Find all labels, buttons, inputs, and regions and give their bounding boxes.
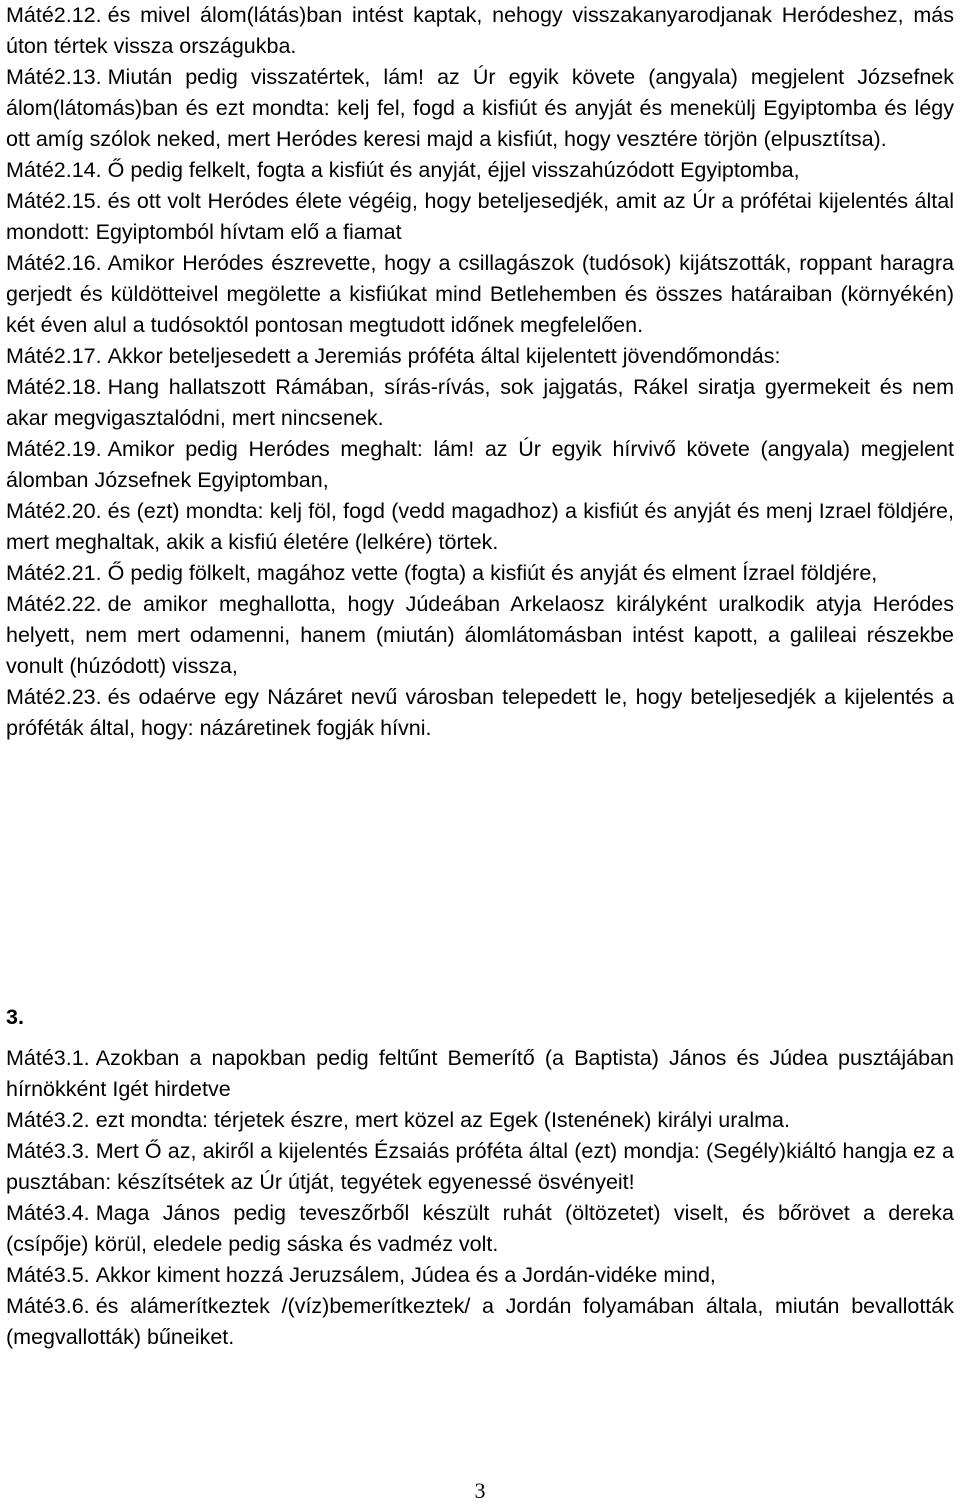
verse-text: Amikor Heródes észrevette, hogy a csillagászok (tudósok) kijátszották, roppant haragra gerjedt és küldötteivel megölette a kisfiúkat mind Betlehemben és összes határaiban (környékén) két éven alul a tudósoktól pontosan megtudott időnek megfelelően. (6, 251, 954, 337)
verse-3-2 (6, 1105, 954, 1136)
verse-2-22 (6, 589, 954, 682)
verse-ref: Máté3.5. (6, 1263, 90, 1287)
verse-text: Ő pedig felkelt, fogta a kisfiút és anyját, éjjel visszahúzódott Egyiptomba, (107, 158, 800, 182)
verse-text: Akkor beteljesedett a Jeremiás próféta által kijelentett jövendőmondás: (107, 344, 781, 368)
chapter-heading: 3. (6, 1005, 24, 1029)
verse-2-13 (6, 62, 954, 155)
verse-ref: Máté2.13. (6, 65, 102, 89)
verse-ref: Máté2.16. (6, 251, 102, 275)
verse-ref: Máté2.12. (6, 3, 102, 27)
verse-2-19 (6, 434, 954, 496)
verse-text: és (ezt) mondta: kelj föl, fogd (vedd magadhoz) a kisfiút és anyját és menj Izrael földjére, mert meghaltak, akik a kisfiú életére (lelkére) törtek. (6, 499, 954, 554)
verse-2-23 (6, 682, 954, 744)
verse-ref: Máté2.18. (6, 375, 102, 399)
verse-text: és ott volt Heródes élete végéig, hogy beteljesedjék, amit az Úr a prófétai kijelentés által mondott: Egyiptomból hívtam elő a fiamat (6, 189, 954, 244)
chapter-2-verses (6, 0, 954, 744)
verse-text: és mivel álom(látás)ban intést kaptak, nehogy visszakanyarodjanak Heródeshez, más úton tértek vissza országukba. (6, 3, 954, 58)
verse-text: de amikor meghallotta, hogy Júdeában Arkelaosz királyként uralkodik atyja Heródes helyett, nem mert odamenni, hanem (miután) álomlátomásban intést kapott, a galileai részekbe vonult (húzódott) vissza, (6, 592, 954, 678)
verse-2-21 (6, 558, 954, 589)
verse-text: Maga János pedig teveszőrből készült ruhát (öltözetet) viselt, és bőrövet a dereka (csípője) körül, eledele pedig sáska és vadméz volt. (6, 1201, 954, 1256)
verse-ref: Máté2.23. (6, 685, 102, 709)
verse-ref: Máté3.4. (6, 1201, 90, 1225)
verse-2-18 (6, 372, 954, 434)
verse-2-12 (6, 0, 954, 62)
verse-text: Akkor kiment hozzá Jeruzsálem, Júdea és a Jordán-vidéke mind, (95, 1263, 716, 1287)
verse-ref: Máté3.2. (6, 1108, 90, 1132)
chapter-3-verses (6, 1043, 954, 1353)
verse-ref: Máté3.1. (6, 1046, 90, 1070)
verse-ref: Máté2.17. (6, 344, 102, 368)
verse-text: ezt mondta: térjetek észre, mert közel az Egek (Istenének) királyi uralma. (95, 1108, 790, 1132)
verse-text: és odaérve egy Názáret nevű városban telepedett le, hogy beteljesedjék a kijelentés a próféták által, hogy: názáretinek fogják hívni. (6, 685, 954, 740)
verse-text: Ő pedig fölkelt, magához vette (fogta) a kisfiút és anyját és elment Ízrael földjére, (107, 561, 878, 585)
verse-text: Azokban a napokban pedig feltűnt Bemerítő (a Baptista) János és Júdea pusztájában hírnökként Igét hirdetve (6, 1046, 954, 1101)
verse-ref: Máté2.20. (6, 499, 102, 523)
verse-2-14 (6, 155, 954, 186)
verse-2-16 (6, 248, 954, 341)
verse-ref: Máté3.6. (6, 1294, 90, 1318)
verse-3-4 (6, 1198, 954, 1260)
page-number: 3 (474, 1478, 486, 1503)
verse-text: és alámerítkeztek /(víz)bemerítkeztek/ a Jordán folyamában általa, miután bevallották (megvallották) bűneiket. (6, 1294, 954, 1349)
verse-ref: Máté2.15. (6, 189, 102, 213)
verse-3-1 (6, 1043, 954, 1105)
verse-ref: Máté3.3. (6, 1139, 90, 1163)
verse-2-15 (6, 186, 954, 248)
verse-text: Mert Ő az, akiről a kijelentés Ézsaiás próféta által (ezt) mondja: (Segély)kiáltó hangja ez a pusztában: készítsétek az Úr útját, tegyétek egyenessé ösvényeit! (6, 1139, 954, 1194)
verse-3-5 (6, 1260, 954, 1291)
verse-ref: Máté2.22. (6, 592, 102, 616)
verse-text: Miután pedig visszatértek, lám! az Úr egyik követe (angyala) megjelent Józsefnek álom(látomás)ban és ezt mondta: kelj fel, fogd a kisfiút és anyját és menekülj Egyiptomba és légy ott amíg szólok neked, mert Heródes keresi majd a kisfiút, hogy vesztére törjön (elpusztítsa). (6, 65, 954, 151)
verse-ref: Máté2.14. (6, 158, 102, 182)
verse-2-20 (6, 496, 954, 558)
verse-ref: Máté2.21. (6, 561, 102, 585)
verse-text: Amikor pedig Heródes meghalt: lám! az Úr egyik hírvivő követe (angyala) megjelent álomban Józsefnek Egyiptomban, (6, 437, 954, 492)
verse-3-3 (6, 1136, 954, 1198)
verse-ref: Máté2.19. (6, 437, 102, 461)
verse-3-6 (6, 1291, 954, 1353)
verse-2-17 (6, 341, 954, 372)
verse-text: Hang hallatszott Rámában, sírás-rívás, sok jajgatás, Rákel siratja gyermekeit és nem akar megvigasztalódni, mert nincsenek. (6, 375, 954, 430)
